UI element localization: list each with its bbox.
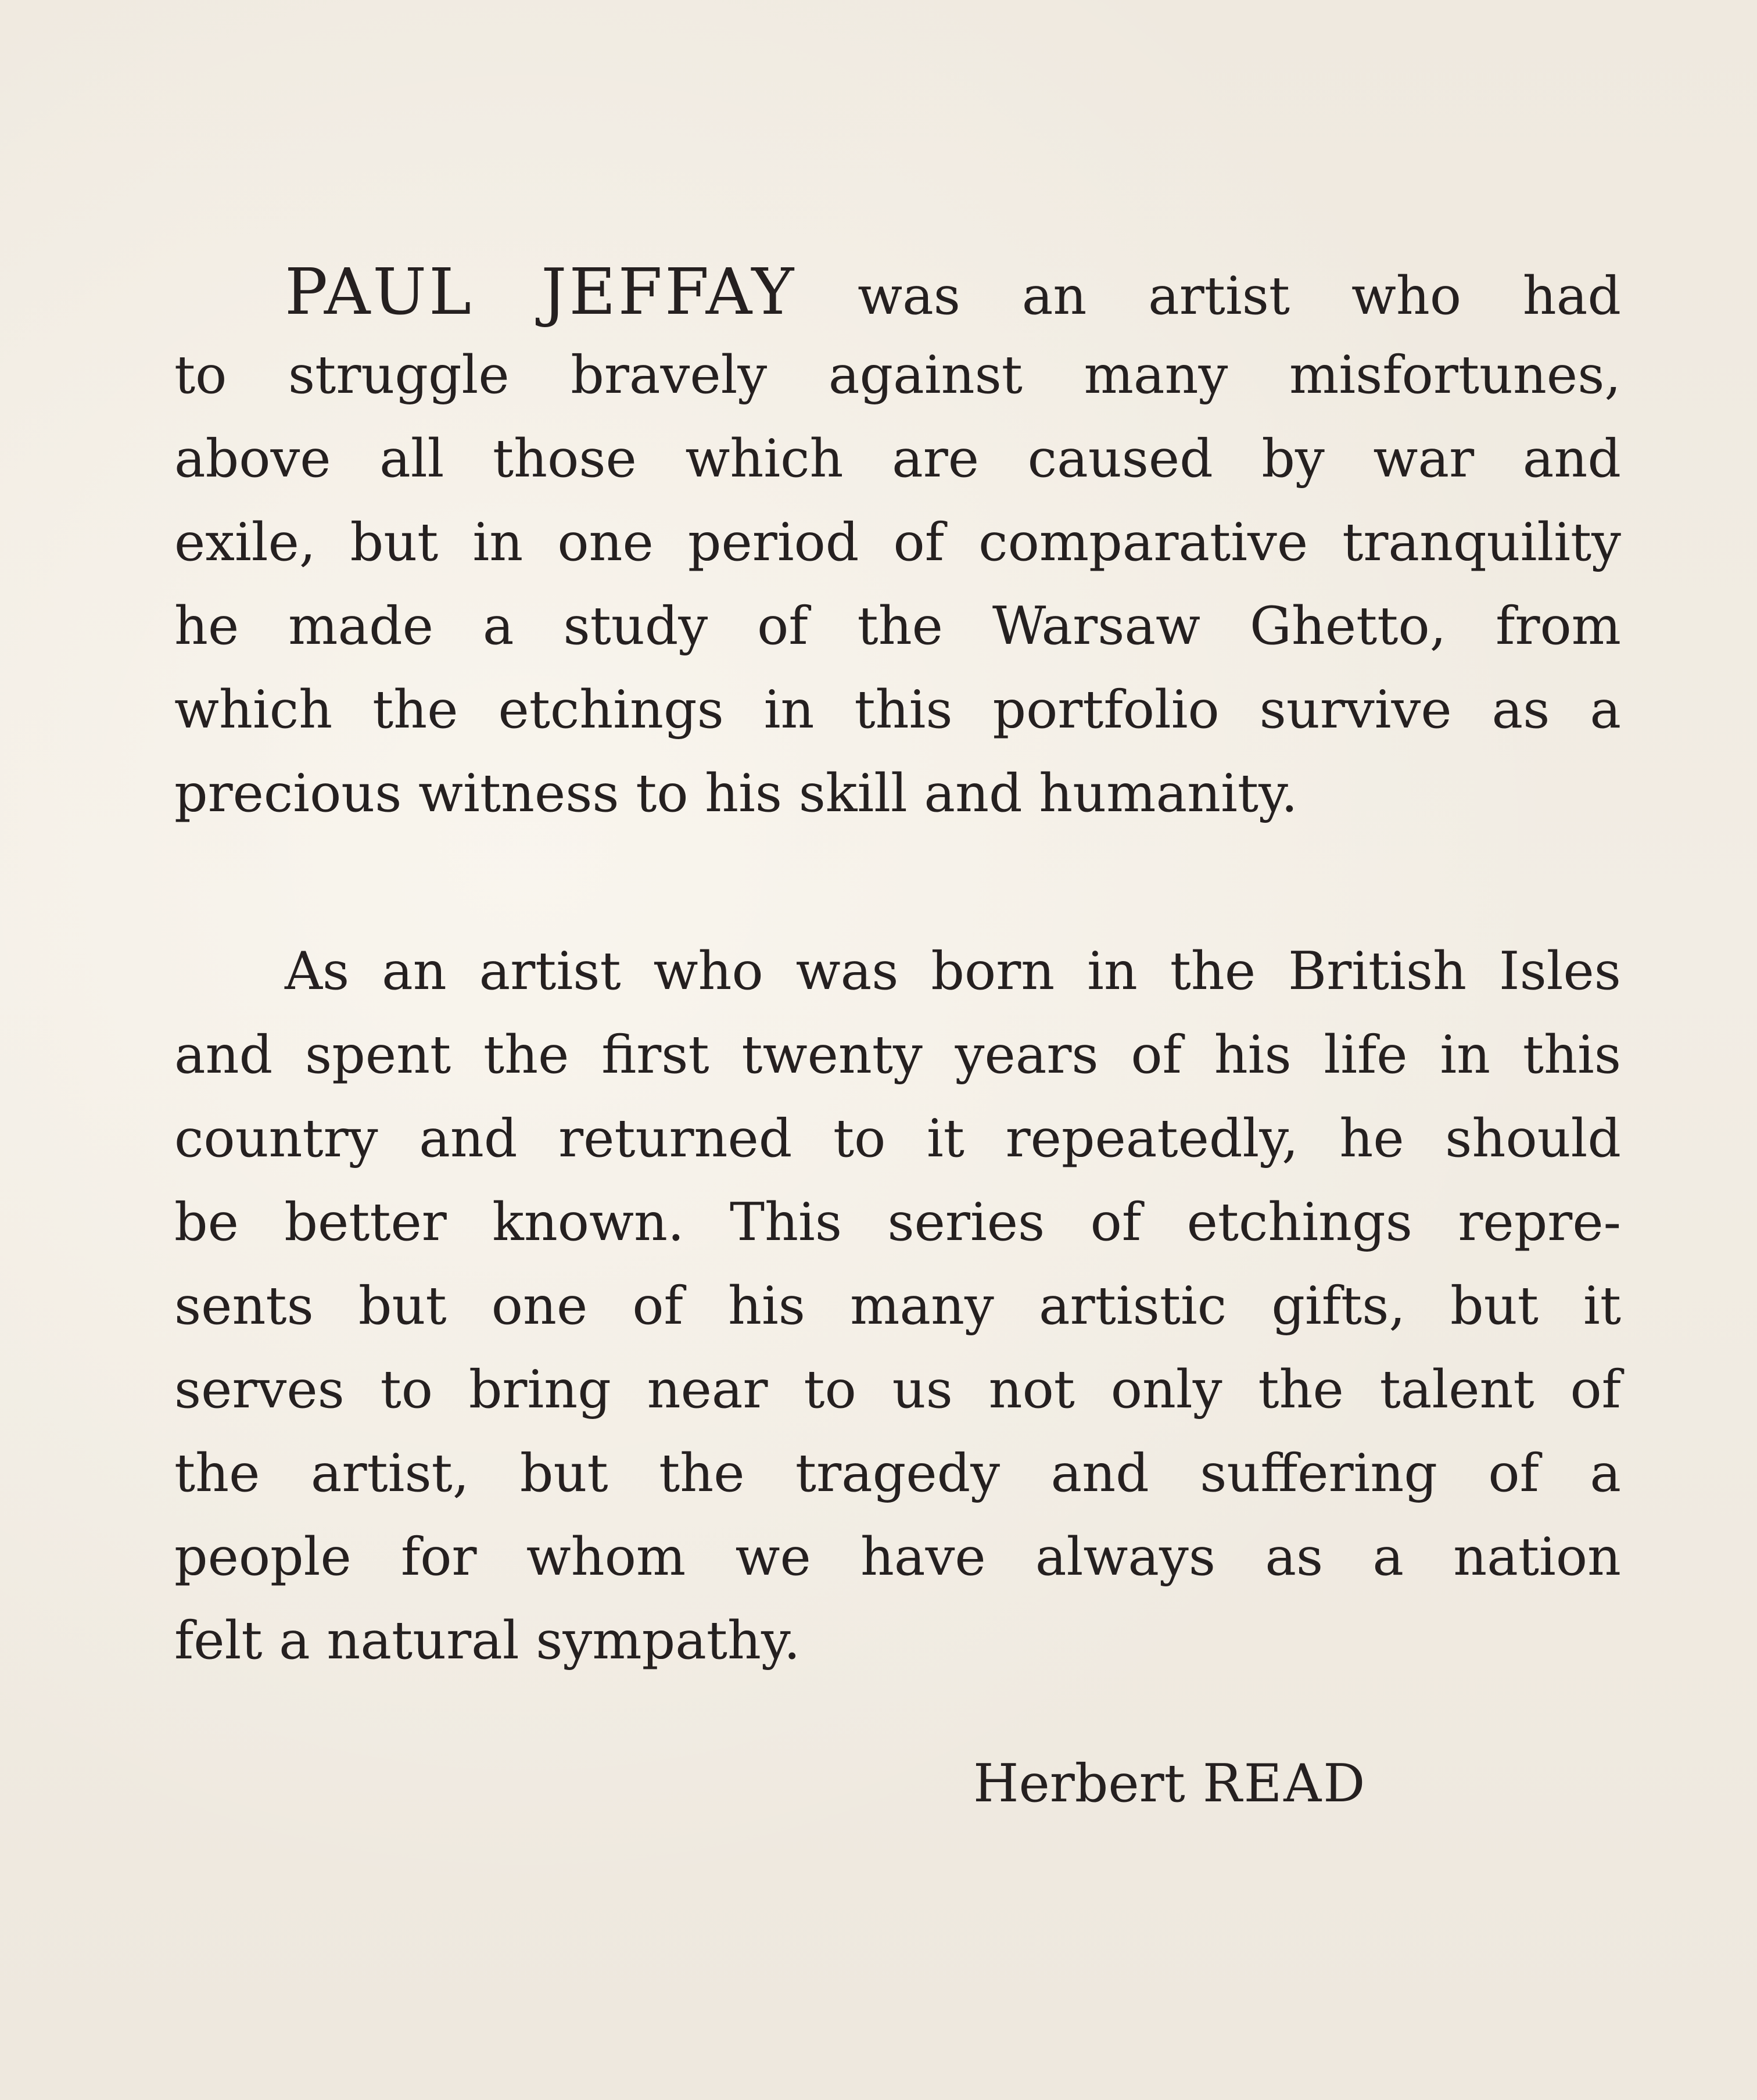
- lead-name: PAUL JEFFAY: [285, 255, 797, 329]
- signature: [973, 1749, 1367, 1819]
- paragraph-2-line: people for whom we have always as a nation: [174, 1526, 1621, 1587]
- paragraph-1-line: which the etchings in this portfolio survive as a: [174, 679, 1621, 740]
- paragraph-1-line: exile, but in one period of comparative tranquility: [174, 512, 1621, 573]
- paragraph-1-line: to struggle bravely against many misfortunes,: [174, 345, 1621, 406]
- signature-first-name: Herbert: [973, 1753, 1185, 1814]
- paragraph-1-line: above all those which are caused by war and: [174, 428, 1621, 489]
- paragraph-1: [174, 250, 1621, 836]
- paragraph-2-line: be better known. This series of etchings repre-: [174, 1192, 1621, 1253]
- paragraph-1-line: precious witness to his skill and humanity.: [174, 763, 1298, 824]
- paragraph-2-line: As an artist who was born in the British Isles: [285, 941, 1621, 1002]
- paragraph-2-line: the artist, but the tragedy and suffering of a: [174, 1443, 1621, 1504]
- paragraph-2: [174, 930, 1621, 1683]
- paragraph-2-line: felt a natural sympathy.: [174, 1610, 801, 1671]
- paragraph-2-line: and spent the first twenty years of his life in this: [174, 1024, 1621, 1085]
- paragraph-1-line-1: [174, 250, 1621, 334]
- paragraph-2-line: serves to bring near to us not only the talent of: [174, 1359, 1621, 1420]
- paragraph-1-line: he made a study of the Warsaw Ghetto, from: [174, 596, 1621, 657]
- paragraph-2-line: country and returned to it repeatedly, he should: [174, 1108, 1621, 1169]
- signature-surname: READ: [1202, 1753, 1367, 1814]
- paragraph-1-line-1-rest: was an artist who had: [858, 266, 1622, 327]
- paragraph-2-line: sents but one of his many artistic gifts, but it: [174, 1275, 1621, 1336]
